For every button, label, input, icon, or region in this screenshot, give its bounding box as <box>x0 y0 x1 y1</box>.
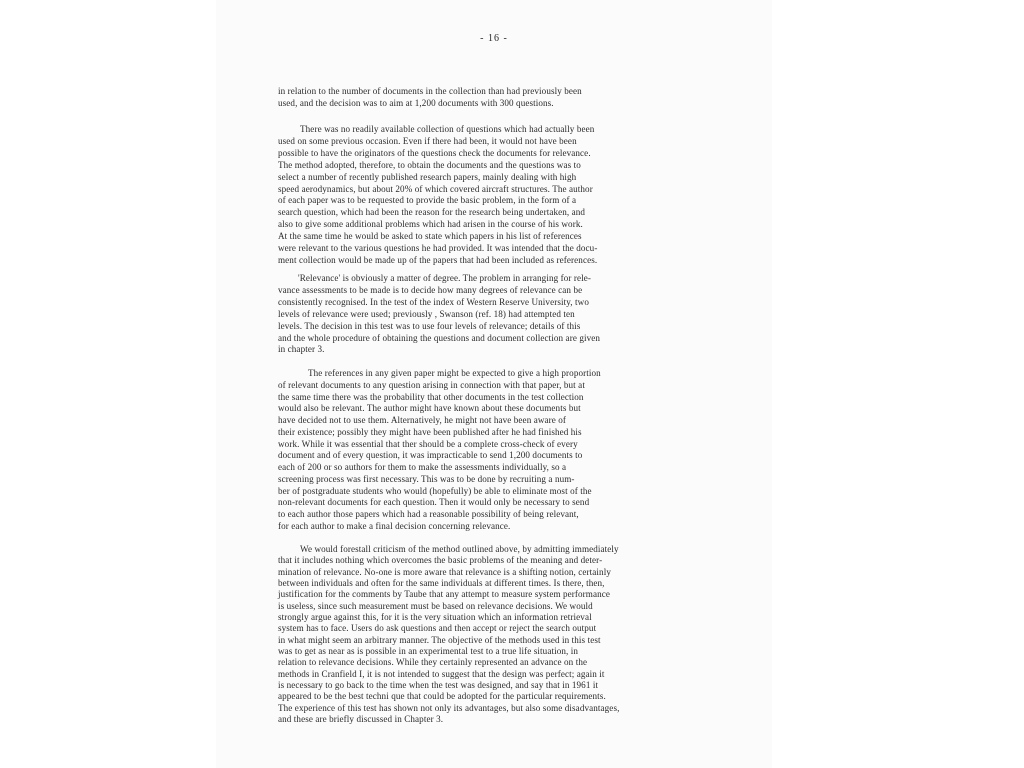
text-line: their existence; possibly they might have been published after he had finished his <box>278 426 582 437</box>
paragraph-5 <box>278 544 733 726</box>
text-line: for each author to make a final decision concerning relevance. <box>278 520 511 531</box>
paragraph-2 <box>278 124 733 267</box>
text-line: 'Relevance' is obviously a matter of degree. The problem in arranging for rele- <box>298 273 592 283</box>
text-line: consistently recognised. In the test of the index of Western Reserve University, two <box>278 296 589 307</box>
paragraph-4 <box>278 368 733 533</box>
text-line: each of 200 or so authors for them to make the assessments individually, so a <box>278 462 567 472</box>
text-line: is useless, since such measurement must be based on relevance decisions. We would <box>278 600 593 611</box>
text-line: vance assessments to be made is to decide how many degrees of relevance can be <box>278 284 583 295</box>
text-line: used on some previous occasion. Even if there had been, it would not have been <box>278 135 577 146</box>
text-line: At the same time he would be asked to state which papers in his list of references <box>278 231 582 242</box>
text-line: search question, which had been the reason for the research being undertaken, and <box>278 207 586 218</box>
text-line: was to get as near as is possible in an experimental test to a true life situation, in <box>278 646 579 657</box>
paragraph-3 <box>278 273 733 356</box>
text-line: The experience of this test has shown not only its advantages, but also some disadvantages, <box>278 702 620 713</box>
text-line: non-relevant documents for each question. Then it would only be necessary to send <box>278 497 590 508</box>
text-line: also to give some additional problems which had arisen in the course of his work. <box>278 219 583 230</box>
text-line: ment collection would be made up of the papers that had been included as references. <box>278 254 598 265</box>
text-line: in chapter 3. <box>278 344 325 355</box>
text-line: levels of relevance were used; previously , Swanson (ref. 18) had attempted ten <box>278 308 575 319</box>
text-line: in relation to the number of documents in the collection than had previously been <box>278 86 582 96</box>
text-line: relation to relevance decisions. While they certainly represented an advance on the <box>278 657 588 668</box>
text-line: strongly argue against this, for it is the very situation which an information retrieval <box>278 612 592 623</box>
text-line: appeared to be the best techni que that could be adopted for the particular requirements. <box>278 691 606 702</box>
text-line: speed aerodynamics, but about 20% of which covered aircraft structures. The author <box>278 183 593 194</box>
text-line: were relevant to the various questions he had provided. It was intended that the docu- <box>278 243 598 254</box>
text-line: of relevant documents to any question arising in connection with that paper, but at <box>278 379 585 390</box>
text-line: The method adopted, therefore, to obtain the documents and the questions was to <box>278 159 581 170</box>
text-line: There was no readily available collection of questions which had actually been <box>300 124 595 134</box>
text-line: and these are briefly discussed in Chapter 3. <box>278 714 444 725</box>
text-line: between individuals and often for the same individuals at different times. Is there, then, <box>278 578 605 589</box>
text-line: of each paper was to be requested to provide the basic problem, in the form of a <box>278 195 577 206</box>
document-page <box>216 0 772 768</box>
text-line: work. While it was essential that ther should be a complete cross-check of every <box>278 438 578 449</box>
text-line: system has to face. Users do ask questions and then accept or reject the search output <box>278 623 597 634</box>
text-line: used, and the decision was to aim at 1,200 documents with 300 questions. <box>278 97 554 108</box>
text-line: that it includes nothing which overcomes the basic problems of the meaning and deter- <box>278 555 603 566</box>
text-line: We would forestall criticism of the method outlined above, by admitting immediately <box>300 544 619 554</box>
text-line: methods in Cranfield I, it is not intended to suggest that the design was perfect; again it <box>278 668 605 679</box>
text-line: to each author those papers which had a reasonable possibility of being relevant, <box>278 509 579 519</box>
text-line: select a number of recently published research papers, mainly dealing with high <box>278 171 577 182</box>
text-line: levels. The decision in this test was to use four levels of relevance; details of this <box>278 320 581 331</box>
text-line: have decided not to use them. Alternatively, he might not have been aware of <box>278 415 567 425</box>
text-line: and the whole procedure of obtaining the questions and document collection are given <box>278 332 601 343</box>
page-number: - 16 - <box>480 33 508 44</box>
text-line: possible to have the originators of the questions check the documents for relevance. <box>278 147 591 158</box>
text-line: ber of postgraduate students who would (hopefully) be able to eliminate most of the <box>278 485 592 496</box>
text-line: is necessary to go back to the time when the test was designed, and say that in 1961 it <box>278 680 599 691</box>
text-line: screening process was first necessary. This was to be done by recruiting a num- <box>278 473 575 484</box>
text-line: would also be relevant. The author might have known about these documents but <box>278 403 581 414</box>
text-line: justification for the comments by Taube that any attempt to measure system performance <box>278 589 611 600</box>
paragraph-1 <box>278 86 733 110</box>
text-line: mination of relevance. No-one is more aware that relevance is a shifting notion, certainly <box>278 566 611 577</box>
text-line: The references in any given paper might be expected to give a high proportion <box>308 368 601 378</box>
text-line: the same time there was the probability that other documents in the test collection <box>278 391 584 402</box>
text-line: in what might seem an arbitrary manner. The objective of the methods used in this test <box>278 634 601 645</box>
text-line: document and of every question, it was impracticable to send 1,200 documents to <box>278 450 583 461</box>
